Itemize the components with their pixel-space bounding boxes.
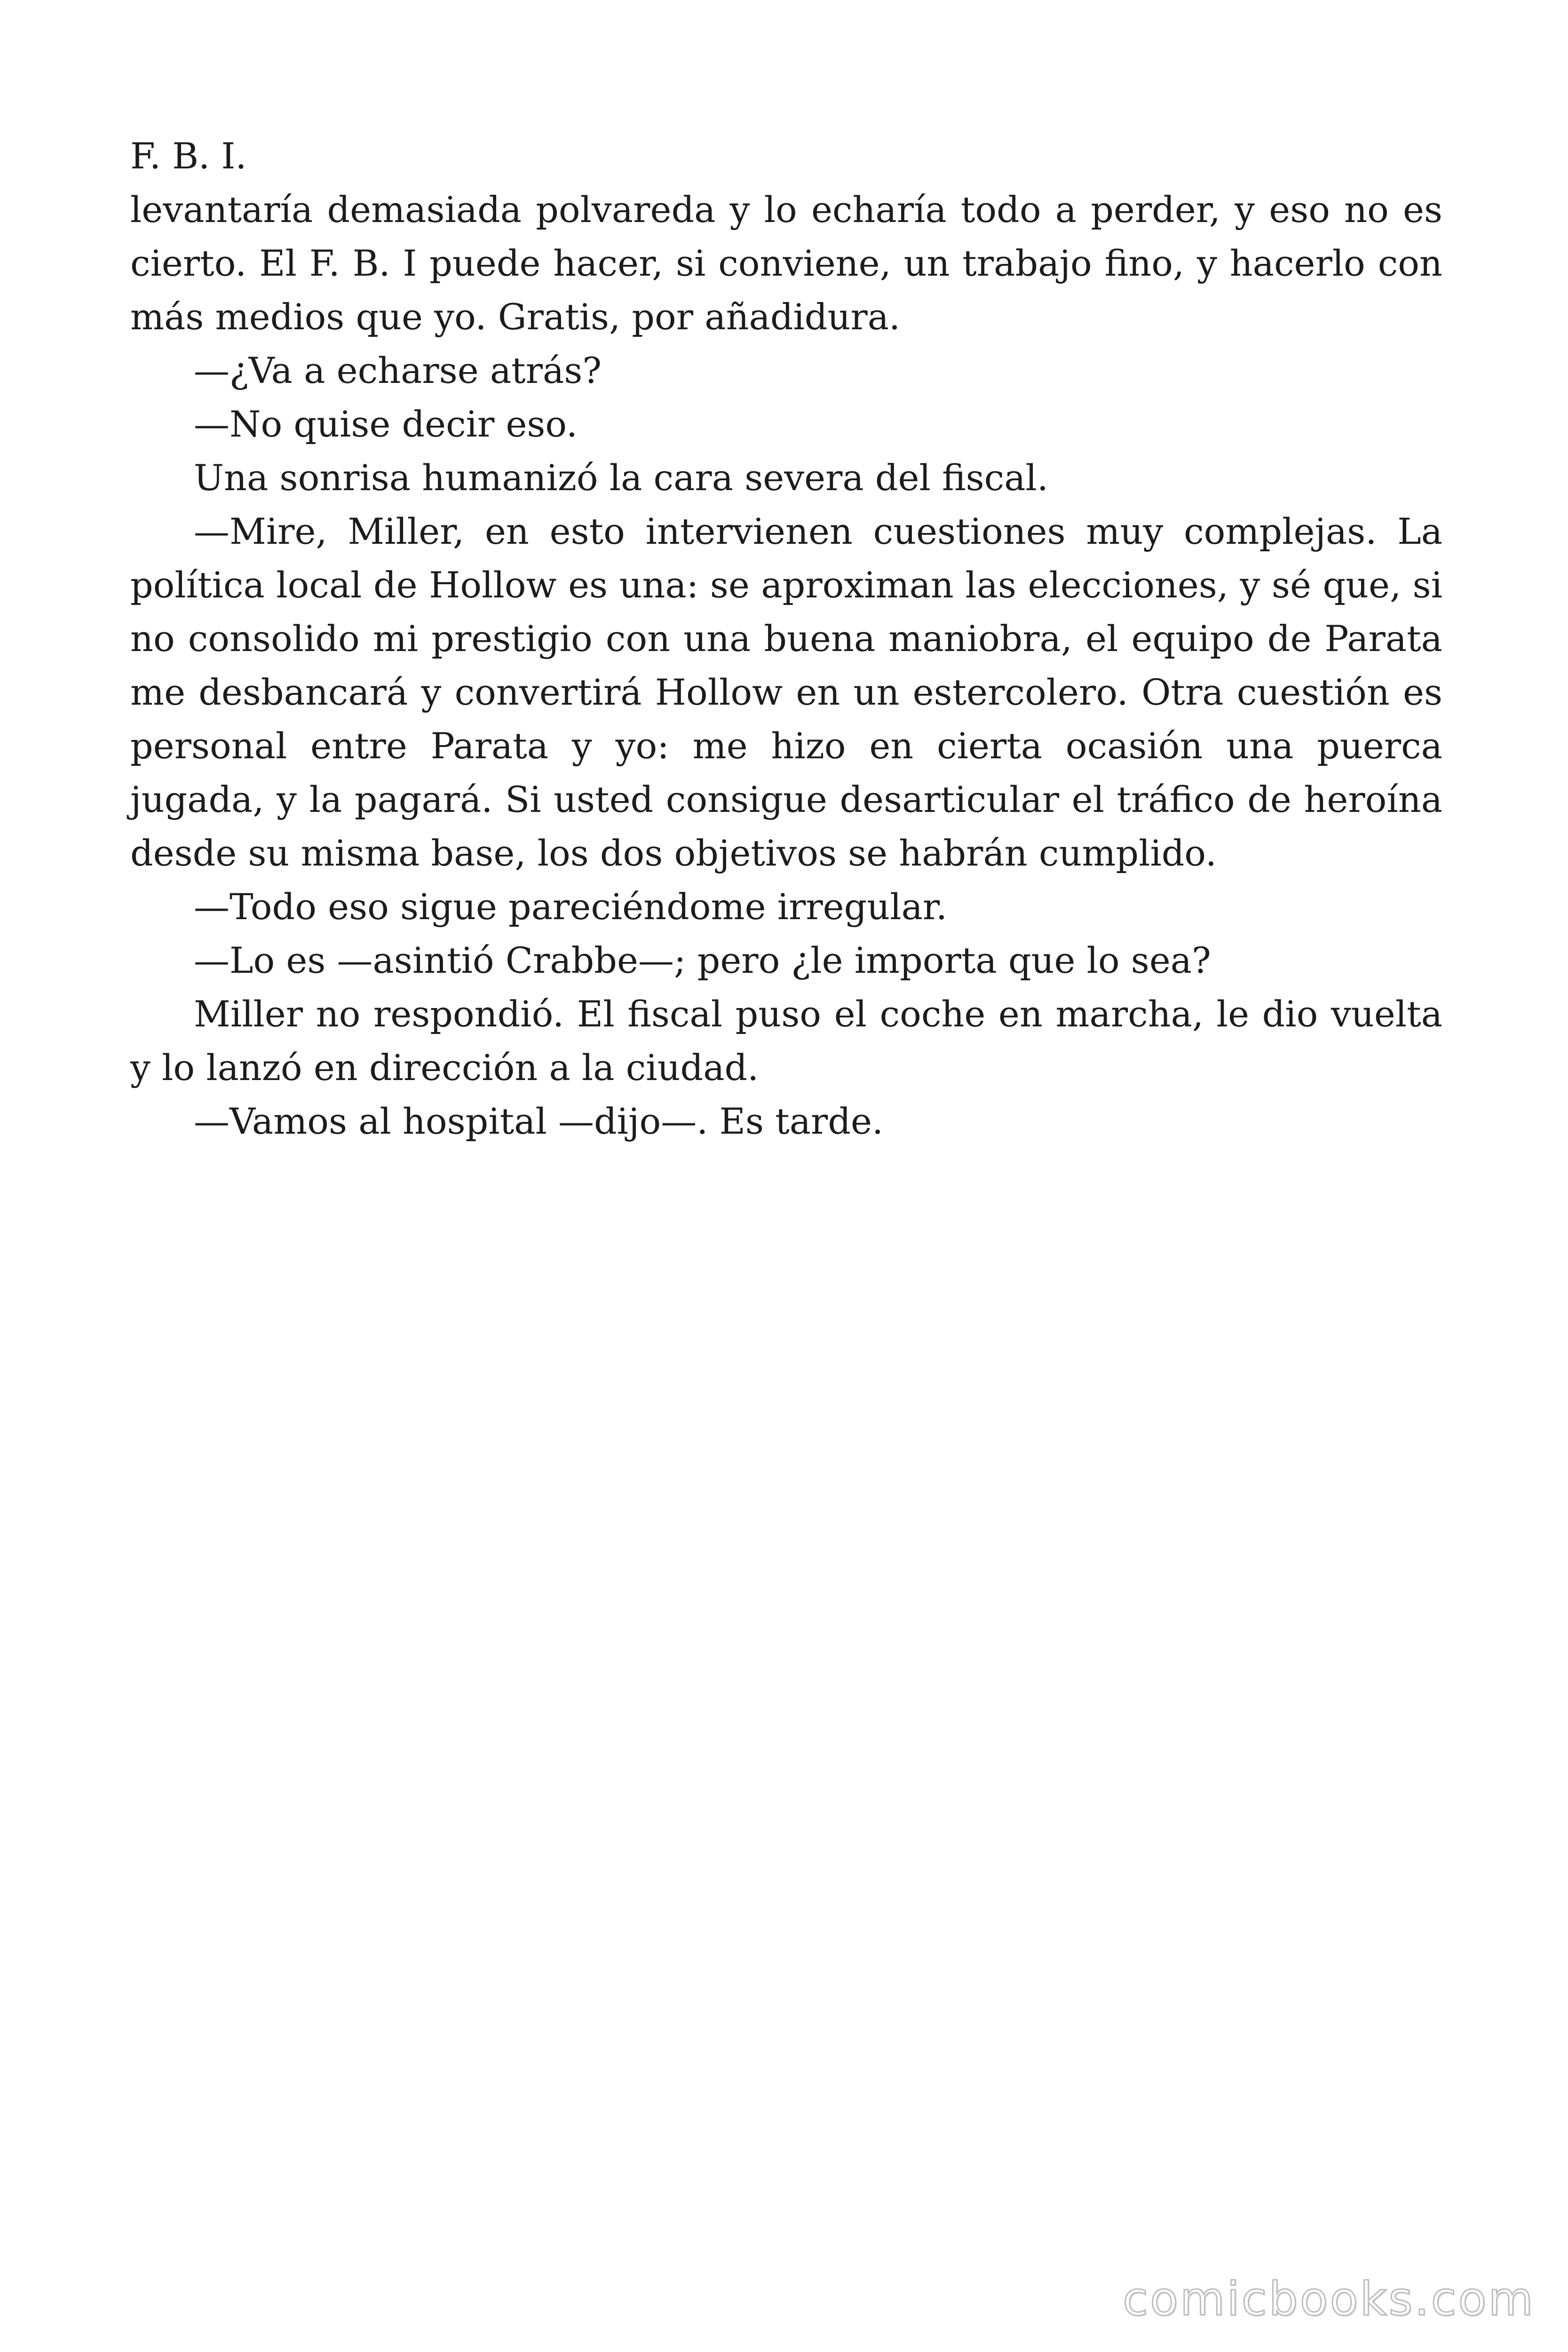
paragraph: —Mire, Miller, en esto intervienen cuestiones muy complejas. La política local de Hollow es una: se aproximan las elecciones, y sé que, si no consolido mi prestigio con una buena maniobra, el equipo de Parata me desbancará y convertirá Hollow en un estercolero. Otra cuestión es personal entre Parata y yo: me hizo en cierta ocasión una puerca jugada, y la pagará. Si usted consigue desarticular el tráfico de heroína desde su misma base, los dos objetivos se habrán cumplido. [130, 510, 1442, 874]
paragraph: levantaría demasiada polvareda y lo echaría todo a perder, y eso no es cierto. El F. B. I puede hacer, si conviene, un trabajo fino, y hacerlo con más medios que yo. Gratis, por añadidura. [130, 189, 1442, 338]
paragraph: —¿Va a echarse atrás? [194, 350, 602, 391]
body-text [130, 183, 1442, 1148]
paragraph: —Lo es —asintió Crabbe—; pero ¿le importa que lo sea? [194, 939, 1211, 981]
paragraph: Una sonrisa humanizó la cara severa del fiscal. [194, 457, 1049, 499]
paragraph: —Todo eso sigue pareciéndome irregular. [194, 886, 948, 928]
watermark: comicbooks.com [1123, 2273, 1535, 2326]
running-header: F. B. I. [130, 135, 247, 177]
paragraph: —No quise decir eso. [194, 403, 578, 445]
paragraph: Miller no respondió. El fiscal puso el coche en marcha, le dio vuelta y lo lanzó en dirección a la ciudad. [130, 993, 1442, 1089]
page-text [130, 129, 1442, 1148]
paragraph: —Vamos al hospital —dijo—. Es tarde. [194, 1100, 884, 1142]
